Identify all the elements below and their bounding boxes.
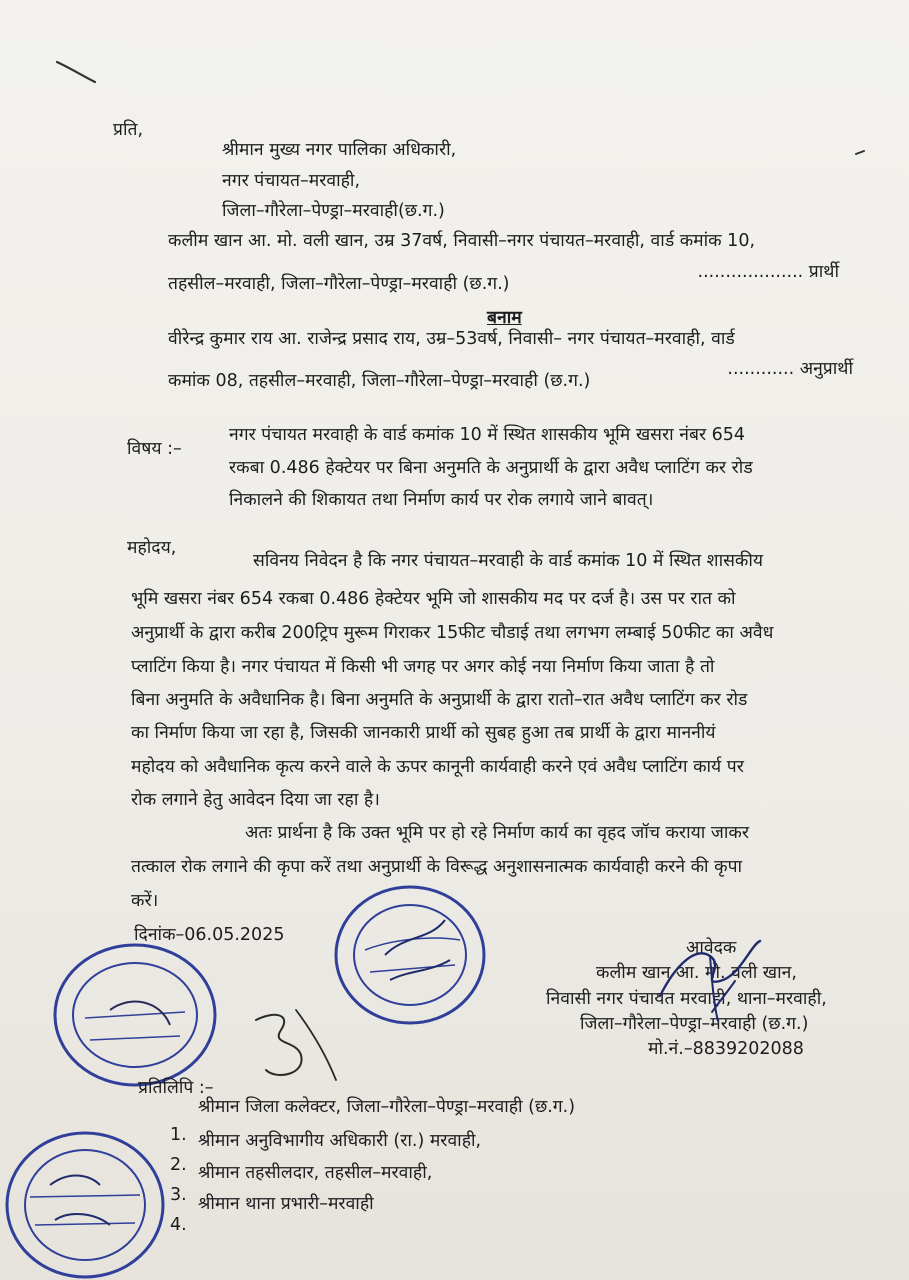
body-line-9: अतः प्रार्थना है कि उक्त भूमि पर हो रहे निर्माण कार्य का वृहद जॉच कराया जाकर	[245, 823, 749, 843]
body-line-10: तत्काल रोक लगाने की कृपा करें तथा अनुप्रार्थी के विरूद्ध अनुशासनात्मक कार्यवाही करने की कृपा	[131, 857, 743, 877]
respondent-line-2: कमांक 08, तहसील–मरवाही, जिला–गौरेला–पेण्ड्रा–मरवाही (छ.ग.)	[168, 371, 591, 391]
copy-item-4-text: श्रीमान थाना प्रभारी–मरवाही	[198, 1194, 374, 1214]
signature-name: कलीम खान आ. मो. वली खान,	[596, 963, 797, 983]
copy-item-2-num: 2.	[170, 1155, 187, 1175]
addressee-line-1: श्रीमान मुख्य नगर पालिका अधिकारी,	[222, 140, 457, 160]
prati-label: प्रति,	[113, 120, 144, 140]
office-stamp-left	[50, 940, 220, 1090]
office-stamp-bottom-left	[0, 1125, 170, 1280]
body-line-8: रोक लगाने हेतु आवेदन दिया जा रहा है।	[131, 790, 380, 810]
body-line-11: करें।	[131, 891, 159, 911]
signature-address-1: निवासी नगर पंचायत मरवाही, थाना–मरवाही,	[546, 989, 827, 1009]
office-stamp-center	[330, 880, 490, 1030]
body-line-7: महोदय को अवैधानिक कृत्य करने वाले के ऊपर कानूनी कार्यवाही करने एवं अवैध प्लाटिंग कार्य पर	[131, 757, 744, 777]
versus-heading: बनाम	[487, 308, 522, 328]
body-line-2: भूमि खसरा नंबर 654 रकबा 0.486 हेक्टेयर भूमि जो शासकीय मद पर दर्ज है। उस पर रात को	[131, 589, 736, 609]
subject-line-1: नगर पंचायत मरवाही के वार्ड कमांक 10 में स्थित शासकीय भूमि खसरा नंबर 654	[229, 425, 746, 445]
applicant-line-2: तहसील–मरवाही, जिला–गौरेला–पेण्ड्रा–मरवाही (छ.ग.)	[168, 274, 510, 294]
copy-item-1-text: श्रीमान जिला कलेक्टर, जिला–गौरेला–पेण्ड्रा–मरवाही (छ.ग.)	[198, 1097, 576, 1117]
signature-mobile: मो.नं.–8839202088	[648, 1039, 804, 1059]
respondent-line-1: वीरेन्द्र कुमार राय आ. राजेन्द्र प्रसाद राय, उम्र–53वर्ष, निवासी– नगर पंचायत–मरवाही, वार्ड	[168, 329, 735, 349]
signature-title: आवेदक	[686, 938, 737, 958]
addressee-line-3: जिला–गौरेला–पेण्ड्रा–मरवाही(छ.ग.)	[222, 201, 445, 221]
addressee-line-2: नगर पंचायत–मरवाही,	[222, 171, 361, 191]
body-line-5: बिना अनुमति के अवैधानिक है। बिना अनुमति के अनुप्रार्थी के द्वारा रातो–रात अवैध प्लाटिंग कर रोड	[131, 690, 748, 710]
copy-item-3-text: श्रीमान तहसीलदार, तहसील–मरवाही,	[198, 1163, 433, 1183]
copy-item-4-num: 4.	[170, 1215, 187, 1235]
body-line-4: प्लाटिंग किया है। नगर पंचायत में किसी भी जगह पर अगर कोई नया निर्माण किया जाता है तो	[131, 657, 715, 677]
subject-line-2: रकबा 0.486 हेक्टेयर पर बिना अनुमति के अनुप्रार्थी के द्वारा अवैध प्लाटिंग कर रोड	[229, 458, 753, 478]
copy-item-2-text: श्रीमान अनुविभागीय अधिकारी (रा.) मरवाही,	[198, 1131, 482, 1151]
salutation: महोदय,	[127, 538, 177, 558]
subject-label: विषय :–	[127, 439, 182, 459]
applicant-role: ................... प्रार्थी	[697, 262, 839, 282]
copy-label: प्रतिलिपि :–	[138, 1078, 214, 1098]
applicant-signature	[640, 926, 780, 1026]
date-line: दिनांक–06.05.2025	[134, 925, 285, 945]
pen-stroke-mark	[55, 58, 100, 86]
pen-dot-mark	[854, 148, 868, 158]
copy-item-1-num: 1.	[170, 1125, 187, 1145]
subject-line-3: निकालने की शिकायत तथा निर्माण कार्य पर रोक लगाये जाने बावत्।	[229, 490, 654, 510]
respondent-role: ............ अनुप्रार्थी	[727, 359, 853, 379]
copy-item-3-num: 3.	[170, 1185, 187, 1205]
signature-address-2: जिला–गौरेला–पेण्ड्रा–मरवाही (छ.ग.)	[580, 1014, 809, 1034]
body-line-3: अनुप्रार्थी के द्वारा करीब 200ट्रिप मुरूम गिराकर 15फीट चौडाई तथा लगभग लम्बाई 50फीट का अवैध	[131, 623, 774, 643]
body-line-1: सविनय निवेदन है कि नगर पंचायत–मरवाही के वार्ड कमांक 10 में स्थित शासकीय	[253, 551, 764, 571]
applicant-line-1: कलीम खान आ. मो. वली खान, उम्र 37वर्ष, निवासी–नगर पंचायत–मरवाही, वार्ड कमांक 10,	[168, 231, 756, 251]
body-line-6: का निर्माण किया जा रहा है, जिसकी जानकारी प्रार्थी को सुबह हुआ तब प्रार्थी के द्वारा माननीयं	[131, 723, 716, 743]
